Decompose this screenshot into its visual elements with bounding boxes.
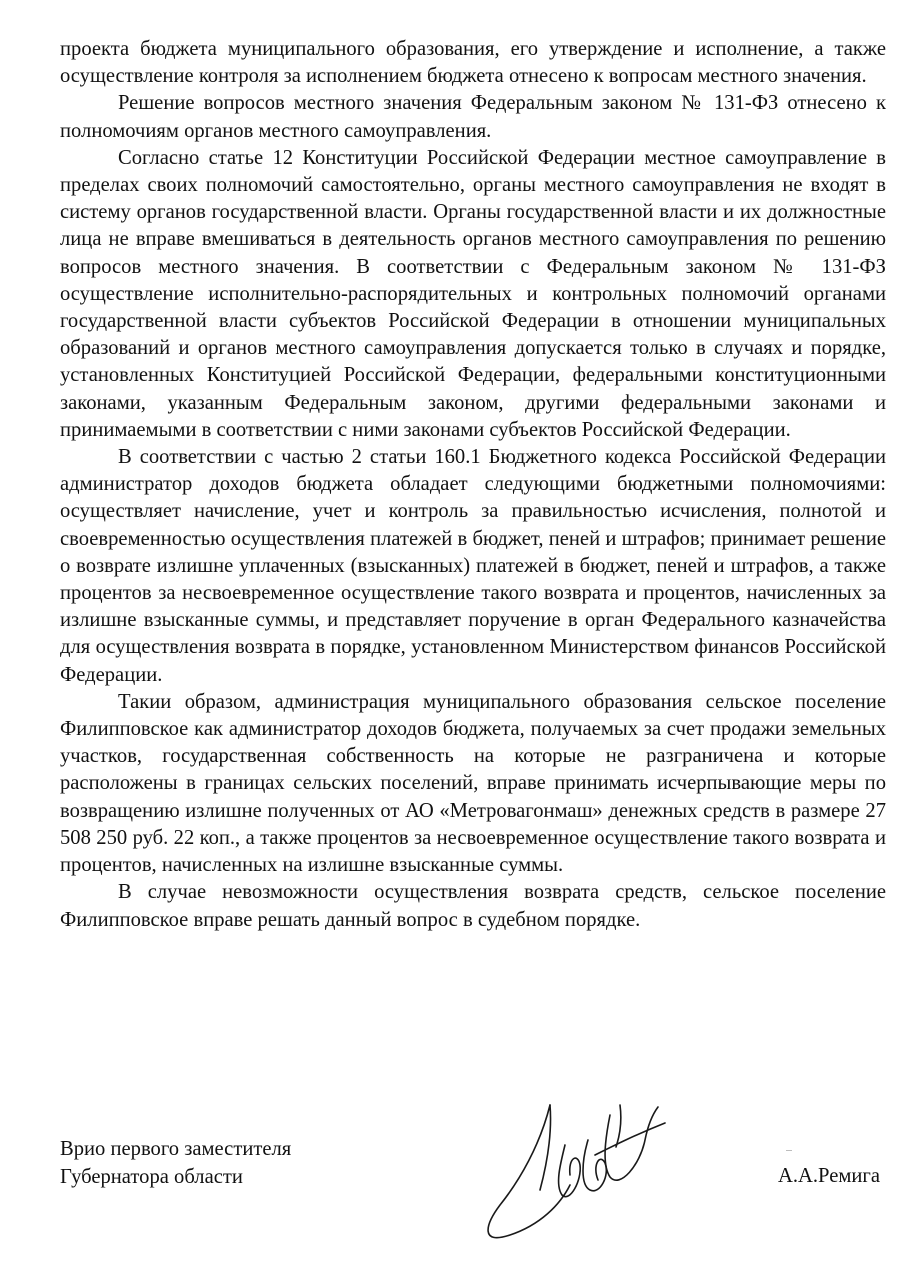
document-body: [60, 36, 886, 934]
paragraph: проекта бюджета муниципального образования, его утверждение и исполнение, а также осуществление контроля за исполнением бюджета отнесено к вопросам местного значения.: [60, 38, 886, 88]
handwritten-signature: [470, 1085, 680, 1255]
paragraph: Такии образом, администрация муниципального образования сельское поселение Филипповское как администратор доходов бюджета, получаемых за счет продажи земельных участков, государственная собственность на которые не разграничена и которые расположены в границах сельских поселений, вправе принимать исчерпывающие меры по возвращению излишне полученных от АО «Метровагонмаш» денежных средств в размере 27 508 250 руб. 22 коп., а также процентов за несвоевременное осуществление такого возврата и процентов, начисленных на излишне взысканные суммы.: [60, 690, 886, 877]
signer-position-line: Врио первого заместителя: [60, 1138, 292, 1160]
paragraph: Согласно статье 12 Конституции Российской Федерации местное самоуправление в пределах своих полномочий самостоятельно, органы местного самоуправления не входят в систему органов государственной власти. Органы государственной власти и их должностные лица не вправе вмешиваться в деятельность органов местного самоуправления по решению вопросов местного значения. В соответствии с Федеральным законом № 131-ФЗ осуществление исполнительно-распорядительных и контрольных полномочий органами государственной власти субъектов Российской Федерации в отношении муниципальных образований и органов местного самоуправления допускается только в случаях и порядке, установленных Конституцией Российской Федерации, федеральными конституционными законами, указанным Федеральным законом, другими федеральными законами и принимаемыми в соответствии с ними законами субъектов Российской Федерации.: [60, 146, 886, 441]
scan-artifact: [786, 1150, 792, 1151]
signer-position-line: Губернатора области: [60, 1165, 243, 1188]
signer-name: А.А.Ремига: [777, 1165, 880, 1187]
signer-position: [60, 1136, 291, 1191]
paragraph: В случае невозможности осуществления возврата средств, сельское поселение Филипповское вправе решать данный вопрос в судебном порядке.: [60, 881, 886, 931]
paragraph: В соответствии с частью 2 статьи 160.1 Бюджетного кодекса Российской Федерации администратор доходов бюджета обладает следующими бюджетными полномочиями: осуществляет начисление, учет и контроль за правильностью исчисления, полнотой и своевременностью осуществления платежей в бюджет, пеней и штрафов; принимает решение о возврате излишне уплаченных (взысканных) платежей в бюджет, пеней и штрафов, а также процентов за несвоевременное осуществление такого возврата и процентов, начисленных за излишне взысканные суммы, и представляет поручение в орган Федерального казначейства для осуществления возврата в порядке, установленном Министерством финансов Российской Федерации.: [60, 446, 886, 686]
paragraph: Решение вопросов местного значения Федеральным законом № 131-ФЗ отнесено к полномочиям органов местного самоуправления.: [60, 92, 886, 142]
